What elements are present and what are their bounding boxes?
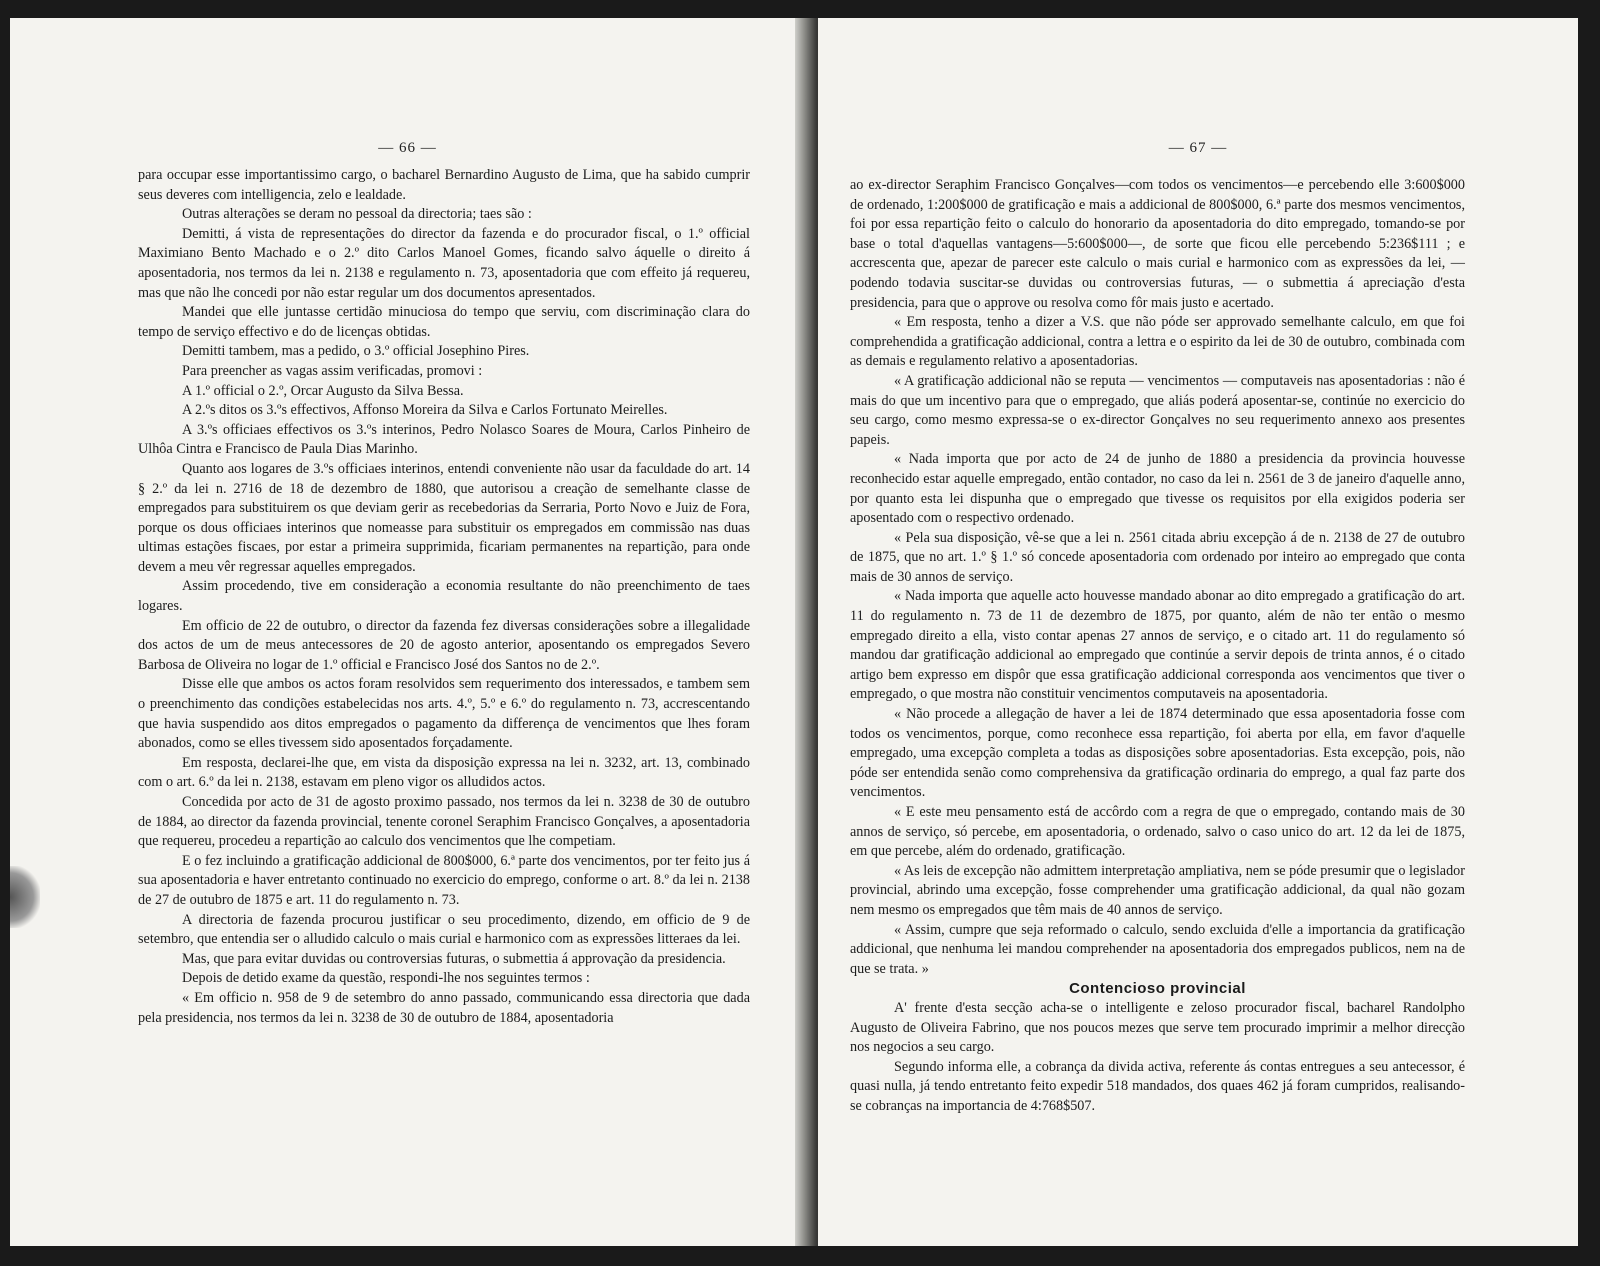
paragraph: « Não procede a allegação de haver a lei de 1874 determinado que essa aposentadoria fosse com todos os vencimentos, porque, como reconhece essa repartição, foi aberta por ella, em favor d'aquelle empregado, uma excepção completa a todas as disposições sobre aposentadorias. Esta excepção, pois, não póde ser entendida senão como comprehensiva da gratificação ordinaria do emprego, a qual faz parte dos vencimentos.	[850, 706, 1465, 801]
paragraph: A 1.º official o 2.º, Orcar Augusto da Silva Bessa.	[182, 382, 464, 399]
paragraph: Segundo informa elle, a cobrança da divida activa, referente ás contas entregues a seu antecessor, é quasi nulla, já tendo entretanto feito expedir 518 mandados, dos quaes 462 já foram cumpridos, realisando-se cobranças na importancia de 4:768$507.	[850, 1058, 1465, 1114]
paragraph: « Em officio n. 958 de 9 de setembro do anno passado, communicando essa directoria que dada pela presidencia, nos termos da lei n. 3238 de 30 de outubro de 1884, aposentadoria	[138, 989, 750, 1026]
paragraph: « Pela sua disposição, vê-se que a lei n. 2561 citada abriu excepção á de n. 2138 de 27 de outubro de 1875, que no art. 1.º § 1.º só concede aposentadoria com ordenado por inteiro ao empregado que conta mais de 30 annos de serviço.	[850, 529, 1465, 585]
page-number: — 67 —	[1168, 140, 1228, 156]
paragraph: « A gratificação addicional não se reputa — vencimentos — computaveis nas aposentadorias : não é mais do que um incentivo para que o empregado, que aliás poderá aposentar-se, continúe no exercicio do seu cargo, como mesmo expressa-se o ex-director Gonçalves no seu requerimento annexo aos presentes papeis.	[850, 372, 1465, 448]
right-page-body	[850, 176, 1465, 1117]
paragraph: « Assim, cumpre que seja reformado o calculo, sendo excluida d'elle a importancia da gratificação addicional, que nenhuma lei mandou comprehender na aposentadoria dos empregados publicos, nem na de que se trata. »	[850, 921, 1465, 977]
paragraph: « Em resposta, tenho a dizer a V.S. que não póde ser approvado semelhante calculo, em que foi comprehendida a gratificação addicional, contra a lettra e o espirito da lei de 30 de outubro, combinada com as demais e regulamento relativo a aposentadorias.	[850, 314, 1465, 370]
paragraph: A directoria de fazenda procurou justificar o seu procedimento, dizendo, em officio de 9 de setembro, que entendia ser o alludido calculo o mais curial e harmonico com as expressões litteraes da lei.	[138, 911, 750, 948]
right-page-paragraphs	[850, 176, 1465, 979]
paragraph: Mas, que para evitar duvidas ou controversias futuras, o submettia á approvação da presidencia.	[182, 950, 726, 967]
paragraph: Demitti, á vista de representações do director da fazenda e do procurador fiscal, o 1.º official Maximiano Bento Machado e o 2.º dito Carlos Manoel Gomes, ficando salvo áquelle o direito á aposentadoria, nos termos da lei n. 2138 e regulamento n. 73, aposentadoria que com effeito já requereu, mas que não lhe concedi por não estar regular um dos documentos apresentados.	[138, 225, 750, 301]
paragraph: E o fez incluindo a gratificação addicional de 800$000, 6.ª parte dos vencimentos, por ter feito jus á sua aposentadoria e haver entretanto continuado no exercicio do emprego, conforme o art. 8.º da lei n. 2138 de 27 de outubro de 1875 e art. 11 do regulamento n. 73.	[138, 852, 750, 908]
paragraph: « Nada importa que aquelle acto houvesse mandado abonar ao dito empregado a gratificação do art. 11 do regulamento n. 73 de 11 de dezembro de 1875, por quanto, além de não ter então o mesmo empregado direito a ella, visto contar apenas 27 annos de serviço, e o citado art. 11 do regulamento só mandou dar gratificação addicional ao empregado que continúe a servir depois de trinta annos, é o citado artigo bem expresso em dispôr que essa gratificação addicional corresponda aos vencimentos que tiver o empregado, o que mostra não constituir vencimentos computaveis na aposentadoria.	[850, 588, 1465, 703]
paragraph: Demitti tambem, mas a pedido, o 3.º official Josephino Pires.	[182, 343, 530, 360]
paragraph: Disse elle que ambos os actos foram resolvidos sem requerimento dos interessados, e tambem sem o preenchimento das condições estabelecidas nos arts. 4.º, 5.º e 6.º do regulamento n. 73, accrescentando que havia suspendido aos ditos empregados o pagamento da differença de vencimentos que lhes foram abonados, como se elles tivessem sido aposentados forçadamente.	[138, 676, 750, 752]
paragraph: A 3.ºs officiaes effectivos os 3.ºs interinos, Pedro Nolasco Soares de Moura, Carlos Pinheiro de Ulhôa Cintra e Francisco de Paula Dias Marinho.	[138, 421, 750, 458]
paragraph: « Nada importa que por acto de 24 de junho de 1880 a presidencia da provincia houvesse reconhecido estar aquelle empregado, então contador, no caso da lei n. 2561 de 3 de janeiro d'aquelle anno, por quanto esta lei dispunha que o empregado que tivesse os requisitos por ella exigidos poderia ser aposentado com o respectivo ordenado.	[850, 451, 1465, 527]
paragraph: Concedida por acto de 31 de agosto proximo passado, nos termos da lei n. 3238 de 30 de outubro de 1884, ao director da fazenda provincial, tenente coronel Seraphim Francisco Gonçalves, a aposentadoria que requereu, procedeu a repartição ao calculo dos vencimentos que lhe competiam.	[138, 794, 750, 850]
paragraph: Para preencher as vagas assim verificadas, promovi :	[182, 362, 483, 379]
section-paragraphs	[850, 999, 1465, 1117]
paragraph: « As leis de excepção não admittem interpretação ampliativa, nem se póde presumir que o legislador provincial, abrindo uma excepção, fosse comprehender uma gratificação addicional, da qual não gozam nem mesmo os empregados que têm mais de 40 annos de serviço.	[850, 862, 1465, 918]
paragraph: Mandei que elle juntasse certidão minuciosa do tempo que serviu, com discriminação clara do tempo de serviço effectivo e do de licenças obtidas.	[138, 304, 750, 340]
paragraph: « E este meu pensamento está de accôrdo com a regra de que o empregado, contando mais de 30 annos de serviço, só percebe, em aposentadoria, o ordenado, salvo o caso unico do art. 12 da lei de 1875, em que percebe, além do ordenado, gratificação.	[850, 804, 1465, 860]
page-number: — 66 —	[378, 140, 437, 156]
paragraph: A 2.ºs ditos os 3.ºs effectivos, Affonso Moreira da Silva e Carlos Fortunato Meirelles.	[182, 402, 668, 419]
paragraph: ao ex-director Seraphim Francisco Gonçalves—com todos os vencimentos—e percebendo elle 3:600$000 de ordenado, 1:200$000 de gratificação e mais a addicional de 800$000, 6.ª parte dos mesmos vencimentos, foi por essa repartição feito o calculo do honorario da aposentadoria do dito empregado, tomando-se por base o total d'aquellas vantagens—5:600$000—, de sorte que ficou elle percebendo 5:236$111 ; e accrescenta que, apezar de parecer este calculo o mais curial e harmonico com as expressões da lei, — podendo todavia suscitar-se duvidas ou controversias futuras, — o submettia á apreciação d'esta presidencia, para que o approve ou resolva como fôr mais justo e acertado.	[850, 177, 1465, 311]
left-page	[10, 18, 805, 1246]
paragraph: Em officio de 22 de outubro, o director da fazenda fez diversas considerações sobre a illegalidade dos actos de um de meus antecessores de 20 de agosto anterior, aposentando os empregados Severo Barbosa de Oliveira no logar de 1.º official e Francisco José dos Santos no de 2.º.	[138, 617, 750, 673]
paragraph: para occupar esse importantissimo cargo, o bacharel Bernardino Augusto de Lima, que ha sabido cumprir seus deveres com intelligencia, zelo e lealdade.	[138, 167, 750, 203]
section-title: Contencioso provincial	[1069, 980, 1246, 998]
paragraph: Depois de detido exame da questão, respondi-lhe nos seguintes termos :	[182, 970, 590, 987]
left-page-body	[138, 166, 750, 1028]
paragraph: A' frente d'esta secção acha-se o intelligente e zeloso procurador fiscal, bacharel Randolpho Augusto de Oliveira Fabrino, que nos poucos mezes que serve tem procurado imprimir a melhor direcção nos negocios a seu cargo.	[850, 999, 1465, 1056]
paragraph: Outras alterações se deram no pessoal da directoria; taes são :	[182, 206, 532, 223]
paragraph: Assim procedendo, tive em consideração a economia resultante do não preenchimento de taes logares.	[138, 578, 750, 615]
right-page	[818, 18, 1578, 1246]
scan-thumb-mark	[10, 866, 40, 928]
paragraph: Em resposta, declarei-lhe que, em vista da disposição expressa na lei n. 3232, art. 13, combinado com o art. 6.º da lei n. 2138, estavam em pleno vigor os alludidos actos.	[138, 754, 750, 791]
paragraph: Quanto aos logares de 3.ºs officiaes interinos, entendi conveniente não usar da faculdade do art. 14 § 2.º da lei n. 2716 de 18 de dezembro de 1880, que autorisou a creação de semelhante classe de empregados para substituirem os que deviam gerir as recebedorias da Serraria, Porto Novo e Juiz de Fora, porque os dous officiaes interinos que nomeasse para substituir os empregados em commissão nas duas ultimas estações fiscaes, por estar a primeira supprimida, ficariam permanentes na repartição, para onde devem a meu vêr regressar aquelles empregados.	[138, 460, 750, 575]
